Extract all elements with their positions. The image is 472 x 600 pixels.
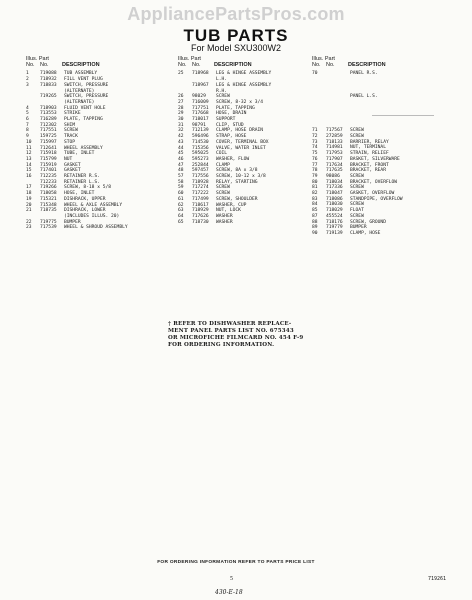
illus-number: 9 [26, 134, 29, 140]
part-description: WHEEL & AXLE ASSEMBLY [64, 202, 123, 208]
header-no: No. [312, 62, 321, 69]
faded-line [372, 115, 434, 116]
part-number: 718903 [40, 105, 57, 111]
illus-number: 28 [178, 105, 184, 111]
illus-number: 5 [26, 111, 29, 117]
part-description: GASKET, OVERFLOW [350, 191, 395, 197]
part-number: 717635 [326, 168, 343, 174]
header-no: No. [178, 62, 187, 69]
part-description: STRAP, HOSE [216, 134, 247, 140]
illus-number: 78 [312, 168, 318, 174]
parts-rows [312, 71, 452, 236]
part-number: 716289 [40, 117, 57, 123]
illus-number: 70 [312, 71, 318, 77]
part-number: 719139 [326, 230, 343, 236]
part-description: BARRIER, RELAY [350, 139, 389, 145]
part-description: L.H. [216, 77, 228, 83]
ordering-note [168, 321, 303, 349]
header-illus-part: Illus. Part [178, 56, 201, 62]
part-description: SWITCH, PRESSURE [64, 82, 109, 88]
column-header [312, 56, 452, 68]
illus-number: 17 [26, 185, 32, 191]
page-title: TUB PARTS [183, 26, 289, 45]
part-number: 719266 [40, 185, 57, 191]
part-description: BUMPER [350, 225, 367, 231]
illus-number: 48 [178, 168, 184, 174]
part-number: 717499 [192, 196, 209, 202]
part-description: VALVE, WATER INLET [216, 145, 266, 151]
illus-number: 61 [178, 196, 184, 202]
part-description: PLATE, TAPPING [216, 105, 255, 111]
part-number: 715799 [40, 156, 57, 162]
part-description: SCREW [350, 213, 364, 219]
illus-number: 79 [312, 173, 318, 179]
part-description: FILL VENT PLUG [64, 77, 103, 83]
handwritten-annotation: 430-E-18 [215, 589, 243, 596]
part-description: STRIKE [64, 111, 81, 117]
part-description: SHIM [64, 122, 76, 128]
illus-number: 44 [178, 145, 184, 151]
illus-number: 8 [26, 128, 29, 134]
illus-number: 64 [178, 213, 184, 219]
parts-rows [178, 71, 312, 225]
header-part-no: No. [192, 62, 201, 69]
part-description: BASKET, SILVERWARE [350, 156, 400, 162]
part-number: 715348 [40, 202, 57, 208]
part-number: 715919 [40, 162, 57, 168]
part-description: FLUID VENT HOLE [64, 105, 106, 111]
part-number: 718617 [192, 202, 209, 208]
part-number: 712641 [40, 145, 57, 151]
part-number: 719088 [40, 71, 57, 77]
illus-number: 80 [312, 179, 318, 185]
column-header [26, 56, 176, 68]
part-number: 717551 [40, 128, 57, 134]
part-description: WASHER [216, 219, 233, 225]
part-number: 717953 [326, 151, 343, 157]
part-description: SCREW [216, 191, 230, 197]
part-description: SUPPORT [216, 117, 236, 123]
part-description: SCREW [350, 128, 364, 134]
part-number: 718176 [326, 219, 343, 225]
part-description: SCREW [350, 202, 364, 208]
part-description: RELAY, STARTING [216, 179, 258, 185]
part-description: BUMPER [64, 219, 81, 225]
illus-number: 46 [178, 156, 184, 162]
part-description: PANEL R.S. [350, 71, 378, 77]
column-header [178, 56, 312, 68]
illus-number: 85 [312, 208, 318, 214]
illus-number: 12 [26, 151, 32, 157]
part-description: RETAINER L.S. [64, 179, 100, 185]
part-description: LEG & HINGE ASSEMBLY [216, 82, 272, 88]
parts-column-3 [312, 56, 452, 237]
part-number: 714981 [326, 145, 343, 151]
part-number: 715321 [40, 196, 57, 202]
illus-number: 77 [312, 162, 318, 168]
note-line: FOR ORDERING INFORMATION. [168, 342, 275, 348]
part-number: 718968 [192, 71, 209, 77]
part-description: DISHRACK, LOWER [64, 208, 106, 214]
part-number: 98791 [192, 122, 206, 128]
part-number: 159725 [40, 134, 57, 140]
part-description: GASKET [64, 162, 81, 168]
note-line: † REFER TO DISHWASHER REPLACE- [168, 321, 292, 327]
part-number: 718034 [326, 179, 343, 185]
part-description: LEG & HINGE ASSEMBLY [216, 71, 272, 77]
header-description: DESCRIPTION [62, 62, 100, 69]
part-description: SCREW [64, 128, 78, 134]
part-number: 718029 [326, 208, 343, 214]
part-description: SWITCH, PRESSURE [64, 94, 109, 100]
part-description: STOP [64, 139, 76, 145]
illus-number: 89 [312, 225, 318, 231]
illus-number: 65 [178, 219, 184, 225]
illus-number: 76 [312, 156, 318, 162]
part-description: TRACK [64, 134, 78, 140]
parts-column-2 [178, 56, 312, 225]
part-number: 715997 [40, 139, 57, 145]
illus-number: 57 [178, 174, 184, 180]
illus-number: 63 [178, 208, 184, 214]
part-number: 712235 [40, 174, 57, 180]
part-number: 718058 [40, 191, 57, 197]
part-number: 719779 [326, 225, 343, 231]
part-number: 718967 [192, 82, 209, 88]
part-description: DISHRACK, UPPER [64, 196, 106, 202]
part-number: 455524 [326, 213, 343, 219]
part-description: SCREW [216, 94, 230, 100]
header-part-no: No. [40, 62, 49, 69]
illus-number: 74 [312, 145, 318, 151]
footer-note: FOR ORDERING INFORMATION REFER TO PARTS PRICE LIST [157, 560, 315, 565]
illus-number: 6 [26, 117, 29, 123]
part-description: R.H. [216, 88, 228, 94]
part-description: HOSE, INLET [64, 191, 95, 197]
part-description: BRACKET, OVERFLOW [350, 179, 398, 185]
part-number: 595273 [192, 156, 209, 162]
illus-number: 27 [178, 99, 184, 105]
header-description: DESCRIPTION [214, 62, 252, 69]
illus-number: 81 [312, 185, 318, 191]
part-number: 717907 [326, 156, 343, 162]
illus-number: 13 [26, 156, 32, 162]
part-number: 717274 [192, 185, 209, 191]
part-number: 713553 [40, 111, 57, 117]
part-description: TUB ASSEMBLY [64, 71, 98, 77]
part-description: CLIP, STUD [216, 122, 244, 128]
illus-number: 15 [26, 168, 32, 174]
part-number: 98029 [192, 94, 206, 100]
part-description: (INCLUDES ILLUS. 20) [64, 213, 120, 219]
illus-number: 7 [26, 122, 29, 128]
illus-number: 58 [178, 179, 184, 185]
part-description: CLAMP [216, 162, 230, 168]
part-description: WASHER, FLOW [216, 156, 250, 162]
illus-number: 22 [26, 219, 32, 225]
illus-number: 31 [178, 122, 184, 128]
page-number: 5 [230, 576, 233, 582]
illus-number: 25 [178, 71, 184, 77]
illus-number: 1 [26, 71, 29, 77]
part-number: 718932 [40, 77, 57, 83]
illus-number: 30 [178, 117, 184, 123]
header-part-no: No. [326, 62, 335, 69]
part-description: CLAMP, HOSE DRAIN [216, 128, 264, 134]
illus-number: 16 [26, 174, 32, 180]
part-number: 596496 [192, 134, 209, 140]
part-number: 717668 [192, 111, 209, 117]
part-description: HOSE, DRAIN [216, 111, 247, 117]
part-description: STRAIN, RELIEF [350, 151, 389, 157]
part-description: BRACKET, FRONT [350, 162, 389, 168]
table-row [312, 231, 452, 237]
part-description: BRACKET, REAR [350, 168, 386, 174]
part-number: 714530 [192, 139, 209, 145]
illus-number: 26 [178, 94, 184, 100]
part-description: SCREW, 8-18 x 5/8 [64, 185, 112, 191]
part-number: 98086 [326, 173, 340, 179]
part-number: 719265 [40, 94, 57, 100]
part-number: 712233 [40, 179, 57, 185]
illus-number: 87 [312, 213, 318, 219]
note-line: OR MICROFICHE FILMCARD NO. 454 F-9 [168, 335, 304, 341]
illus-number: 47 [178, 162, 184, 168]
header-illus-part: Illus. Part [26, 56, 49, 62]
part-description: WHEEL ASSEMBLY [64, 145, 103, 151]
part-description: COVER, TERMINAL BOX [216, 139, 269, 145]
part-description: GASKET [64, 168, 81, 174]
header-description: DESCRIPTION [348, 62, 386, 69]
part-description: STANDPIPE, OVERFLOW [350, 196, 403, 202]
part-description: SCREW, SHOULDER [216, 196, 258, 202]
part-number: 712139 [192, 128, 209, 134]
part-number: 717539 [40, 225, 57, 231]
illus-number: 60 [178, 191, 184, 197]
illus-number: 19 [26, 196, 32, 202]
part-number: 597457 [192, 168, 209, 174]
part-description: RETAINER R.S. [64, 174, 100, 180]
part-description: SCREW, 10-12 x 3/8 [216, 174, 266, 180]
parts-rows [26, 71, 176, 231]
illus-number: 75 [312, 151, 318, 157]
illus-number: 2 [26, 77, 29, 83]
illus-number: 88 [312, 219, 318, 225]
model-subtitle: For Model SXU300W2 [190, 43, 282, 53]
part-description: FLOAT [350, 208, 364, 214]
part-number: 718928 [192, 179, 209, 185]
note-line: MENT PANEL PARTS LIST NO. 675343 [168, 328, 294, 334]
part-number: 717401 [40, 168, 57, 174]
illus-number: 20 [26, 202, 32, 208]
table-row [26, 225, 176, 231]
illus-number: 82 [312, 191, 318, 197]
illus-number: 71 [312, 128, 318, 134]
illus-number: 43 [178, 139, 184, 145]
part-number: 715356 [192, 145, 209, 151]
illus-number: 4 [26, 105, 29, 111]
part-number: 718833 [40, 82, 57, 88]
illus-number: 72 [312, 134, 318, 140]
part-number: 712302 [40, 122, 57, 128]
illus-number: 3 [26, 82, 29, 88]
illus-number: 62 [178, 202, 184, 208]
part-number: 718929 [192, 208, 209, 214]
illus-number: 84 [312, 202, 318, 208]
illus-number: 11 [26, 145, 32, 151]
part-number: 595025 [192, 151, 209, 157]
part-description: PLATE, TAPPING [64, 117, 103, 123]
header-no: No. [26, 62, 35, 69]
illus-number: 10 [26, 139, 32, 145]
table-row [178, 220, 312, 226]
part-number: 717626 [192, 213, 209, 219]
illus-number: 45 [178, 151, 184, 157]
part-number: 718730 [192, 219, 209, 225]
part-number: 717634 [326, 162, 343, 168]
part-number: 718086 [326, 196, 343, 202]
part-number: 717556 [192, 174, 209, 180]
part-description: (ALTERNATE) [64, 99, 95, 105]
part-description: SCREW [350, 185, 364, 191]
part-number: 718133 [326, 139, 343, 145]
part-description: (ALTERNATE) [64, 88, 95, 94]
illus-number: 23 [26, 225, 32, 231]
part-number: 719775 [40, 219, 57, 225]
illus-number: 59 [178, 185, 184, 191]
part-number: 717751 [192, 105, 209, 111]
illus-number: 14 [26, 162, 32, 168]
part-description: NUT, LOCK [216, 208, 241, 214]
part-number: 718030 [326, 202, 343, 208]
illus-number: 83 [312, 196, 318, 202]
part-description: NUT, TERMINAL [350, 145, 386, 151]
illus-number: 32 [178, 128, 184, 134]
part-description: SCREW, 8A x 3/8 [216, 168, 258, 174]
part-description: SCREW, 8-32 x 3/4 [216, 99, 264, 105]
part-description: SCREW, GROUND [350, 219, 386, 225]
illus-number: 42 [178, 134, 184, 140]
illus-number: 90 [312, 230, 318, 236]
header-illus-part: Illus. Part [312, 56, 335, 62]
part-description: SCREW [350, 134, 364, 140]
illus-number: 21 [26, 208, 32, 214]
part-description: SCREW [350, 173, 364, 179]
part-description: COIL [216, 151, 228, 157]
parts-column-1 [26, 56, 176, 231]
part-number: 716009 [192, 99, 209, 105]
part-number: 272859 [326, 134, 343, 140]
part-number: 718047 [326, 191, 343, 197]
site-watermark: AppliancePartsPros.com [127, 4, 345, 24]
document-number: 719261 [428, 576, 447, 582]
part-description: WASHER [216, 213, 233, 219]
illus-number: 73 [312, 139, 318, 145]
part-description: TUBE, INLET [64, 151, 95, 157]
illus-number: 18 [26, 191, 32, 197]
part-description: CLAMP, HOSE [350, 230, 381, 236]
part-description: WASHER, CUP [216, 202, 247, 208]
part-description: PANEL L.S. [350, 94, 378, 100]
part-description: SCREW [216, 185, 230, 191]
part-number: 718017 [192, 117, 209, 123]
part-number: 717336 [326, 185, 343, 191]
part-description: NUT [64, 156, 73, 162]
part-number: 715918 [40, 151, 57, 157]
illus-number: 29 [178, 111, 184, 117]
part-number: 717222 [192, 191, 209, 197]
part-number: 717567 [326, 128, 343, 134]
part-number: 718735 [40, 208, 57, 214]
part-description: WHEEL & SHROUD ASSEMBLY [64, 225, 128, 231]
part-number: 252844 [192, 162, 209, 168]
